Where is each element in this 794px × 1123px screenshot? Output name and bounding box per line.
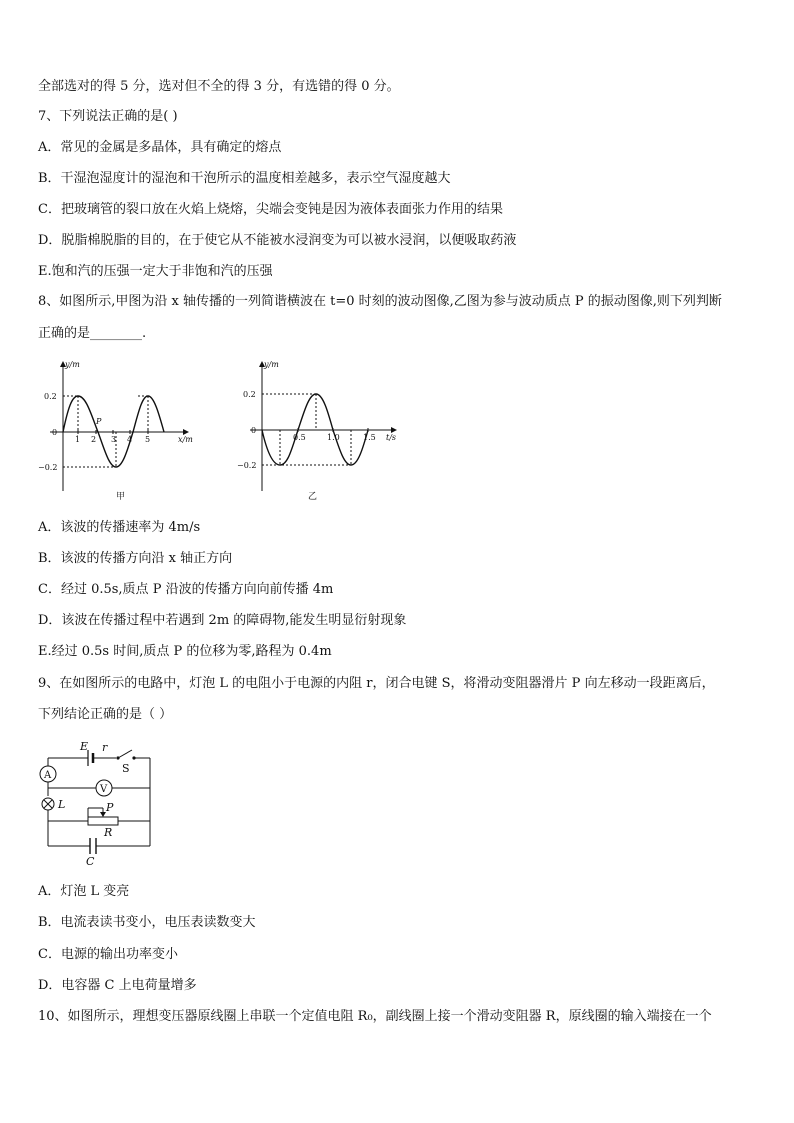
wave-graph-jia xyxy=(38,356,208,506)
y-tick-top: 0.2 xyxy=(44,392,57,401)
switch-label: S xyxy=(122,762,130,775)
instruction-line: 全部选对的得 5 分，选对但不全的得 3 分，有选错的得 0 分。 xyxy=(38,79,400,94)
x-axis-label: x/m xyxy=(178,435,193,444)
ammeter-label: A xyxy=(44,770,52,781)
x-tick-4: 4 xyxy=(127,435,133,444)
t-tick-1-0: 1.0 xyxy=(327,433,340,442)
y-tick-bottom: −0.2 xyxy=(237,461,257,470)
q9-option-b: B．电流表读书变小，电压表读数变大 xyxy=(38,915,256,930)
q8-option-b: B．该波的传播方向沿 x 轴正方向 xyxy=(38,551,233,566)
y-tick-zero: 0 xyxy=(52,428,58,437)
figure-caption-jia: 甲 xyxy=(116,492,126,502)
t-tick-1-5: 1.5 xyxy=(363,433,376,442)
figure-caption-yi: 乙 xyxy=(308,492,318,502)
question-9-stem-cont: 下列结论正确的是（ ） xyxy=(38,707,173,722)
question-8-stem: 8、如图所示,甲图为沿 x 轴传播的一列简谐横波在 t=0 时刻的波动图像,乙图为参与波动质点 P 的振动图像,则下列判断 xyxy=(38,294,722,309)
q7-option-a: A．常见的金属是多晶体，具有确定的熔点 xyxy=(38,140,282,155)
t-axis-label: t/s xyxy=(386,433,397,442)
y-axis-label: y/m xyxy=(65,360,80,369)
vibration-graph-yi xyxy=(236,356,406,506)
y-axis-label: y/m xyxy=(264,360,279,369)
q7-option-b: B．干湿泡湿度计的湿泡和干泡所示的温度相差越多，表示空气湿度越大 xyxy=(38,171,451,186)
y-tick-bottom: −0.2 xyxy=(38,463,58,472)
emf-label: E xyxy=(80,740,89,753)
y-tick-top: 0.2 xyxy=(243,390,256,399)
q9-option-d: D．电容器 C 上电荷量增多 xyxy=(38,978,197,993)
q9-option-a: A．灯泡 L 变亮 xyxy=(38,884,130,899)
question-8-stem-cont: 正确的是________. xyxy=(38,326,147,341)
q9-option-c: C．电源的输出功率变小 xyxy=(38,947,178,962)
switch-lever xyxy=(118,750,132,758)
rheostat xyxy=(88,817,118,825)
q7-option-d: D．脱脂棉脱脂的目的，在于使它从不能被水浸润变为可以被水浸润，以便吸取药液 xyxy=(38,233,517,248)
point-p-label: P xyxy=(96,417,102,426)
x-tick-5: 5 xyxy=(145,435,151,444)
question-10-stem: 10、如图所示，理想变压器原线圈上串联一个定值电阻 R₀，副线圈上接一个滑动变阻器 R，原线圈的输入端接在一个 xyxy=(38,1009,712,1024)
q8-option-a: A．该波的传播速率为 4m/s xyxy=(38,520,201,535)
x-tick-2: 2 xyxy=(91,435,97,444)
q8-option-d: D．该波在传播过程中若遇到 2m 的障碍物,能发生明显衍射现象 xyxy=(38,613,407,628)
question-7-stem: 7、下列说法正确的是( ) xyxy=(38,109,178,124)
slider-label: P xyxy=(106,801,114,814)
voltmeter-label: V xyxy=(100,784,108,795)
question-9-stem: 9、在如图所示的电路中，灯泡 L 的电阻小于电源的内阻 r，闭合电键 S，将滑动变阻器滑片 P 向左移动一段距离后， xyxy=(38,676,715,691)
x-tick-1: 1 xyxy=(75,435,81,444)
circuit-diagram xyxy=(36,738,160,868)
q7-option-e: E.饱和汽的压强一定大于非饱和汽的压强 xyxy=(38,264,273,279)
x-tick-3: 3 xyxy=(111,435,117,444)
capacitor-label: C xyxy=(86,855,95,868)
q8-option-c: C．经过 0.5s,质点 P 沿波的传播方向向前传播 4m xyxy=(38,582,334,597)
q8-option-e: E.经过 0.5s 时间,质点 P 的位移为零,路程为 0.4m xyxy=(38,644,332,659)
t-tick-0-5: 0.5 xyxy=(293,433,306,442)
q7-option-c: C．把玻璃管的裂口放在火焰上烧熔，尖端会变钝是因为液体表面张力作用的结果 xyxy=(38,202,503,217)
resistor-label: R xyxy=(104,826,113,839)
internal-resistance-label: r xyxy=(102,741,108,754)
y-tick-zero: 0 xyxy=(251,426,257,435)
lamp-label: L xyxy=(58,798,66,811)
